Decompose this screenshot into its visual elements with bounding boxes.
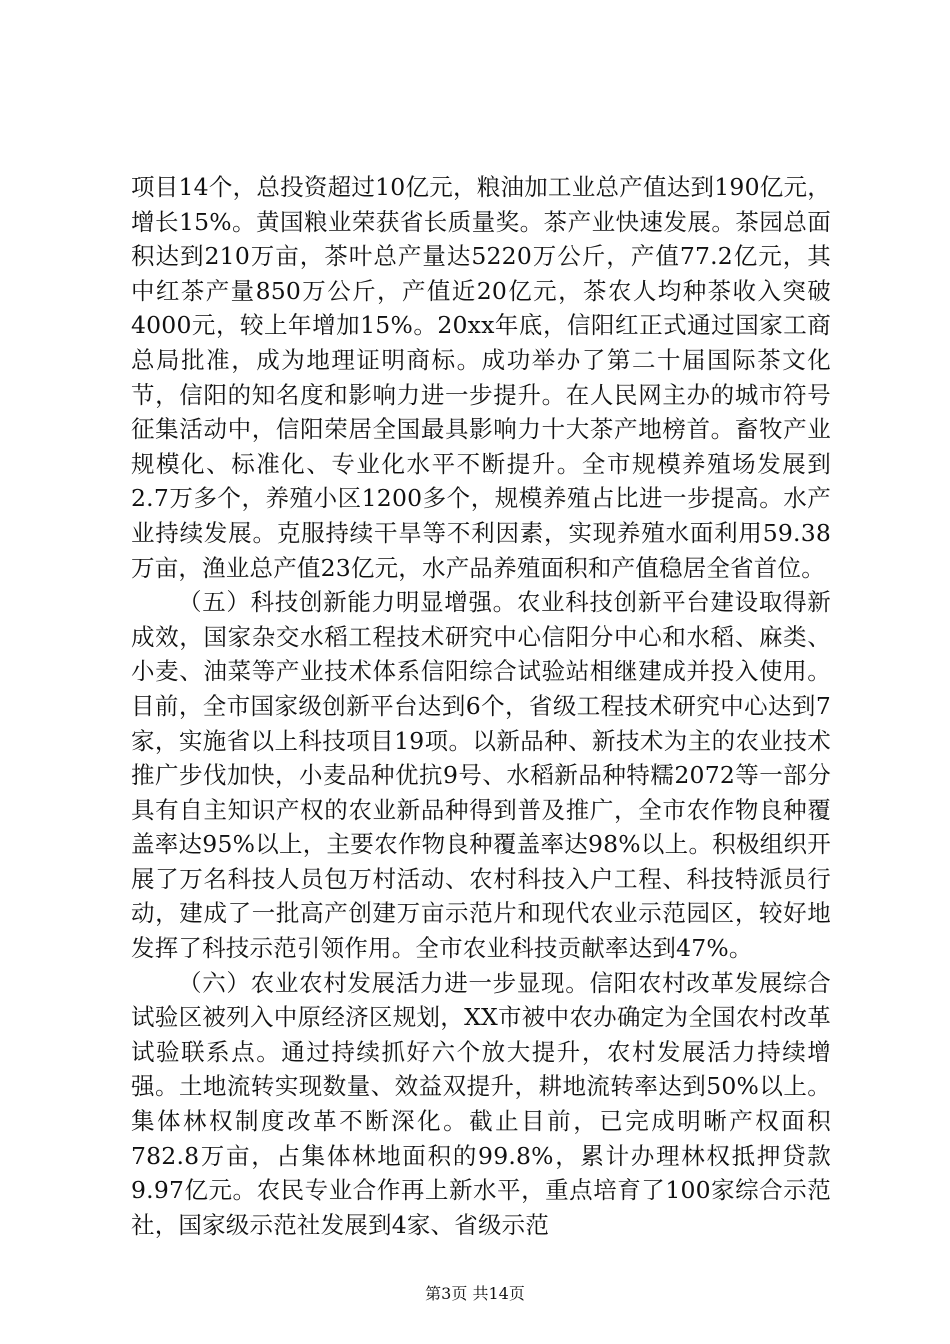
paragraph-2: （五）科技创新能力明显增强。农业科技创新平台建设取得新成效，国家杂交水稻工程技术研究中心信阳分中心和水稻、麻类、小麦、油菜等产业技术体系信阳综合试验站相继建成并投入使用。目前，全市国家级创新平台达到6个，省级工程技术研究中心达到7家，实施省以上科技项目19项。以新品种、新技术为主的农业技术推广步伐加快，小麦品种优抗9号、水稻新品种特糯2072等一部分具有自主知识产权的农业新品种得到普及推广，全市农作物良种覆盖率达95%以上，主要农作物良种覆盖率达98%以上。积极组织开展了万名科技人员包万村活动、农村科技入户工程、科技特派员行动，建成了一批高产创建万亩示范片和现代农业示范园区，较好地发挥了科技示范引领作用。全市农业科技贡献率达到47%。 [131, 588, 831, 963]
page-number: 第3页 [425, 1284, 468, 1303]
paragraph-1: 项目14个，总投资超过10亿元，粮油加工业总产值达到190亿元，增长15%。黄国粮业荣获省长质量奖。茶产业快速发展。茶园总面积达到210万亩，茶叶总产量达5220万公斤，产值77.2亿元，其中红茶产量850万公斤，产值近20亿元，茶农人均种茶收入突破4000元，较上年增加15%。20xx年底，信阳红正式通过国家工商总局批准，成为地理证明商标。成功举办了第二十届国际茶文化节，信阳的知名度和影响力进一步提升。在人民网主办的城市符号征集活动中，信阳荣居全国最具影响力十大茶产地榜首。畜牧产业规模化、标准化、专业化水平不断提升。全市规模养殖场发展到2.7万多个，养殖小区1200多个，规模养殖占比进一步提高。水产业持续发展。克服持续干旱等不利因素，实现养殖水面利用59.38万亩，渔业总产值23亿元，水产品养殖面积和产值稳居全省首位。 [131, 173, 831, 582]
page-footer [0, 1284, 950, 1304]
paragraph-3: （六）农业农村发展活力进一步显现。信阳农村改革发展综合试验区被列入中原经济区规划，XX市被中农办确定为全国农村改革试验联系点。通过持续抓好六个放大提升，农村发展活力持续增强。土地流转实现数量、效益双提升，耕地流转率达到50%以上。集体林权制度改革不断深化。截止目前，已完成明晰产权面积782.8万亩，占集体林地面积的99.8%，累计办理林权抵押贷款9.97亿元。农民专业合作再上新水平，重点培育了100家综合示范社，国家级示范社发展到4家、省级示范 [131, 968, 831, 1239]
document-body [131, 170, 831, 1242]
page-total: 共14页 [472, 1284, 525, 1303]
